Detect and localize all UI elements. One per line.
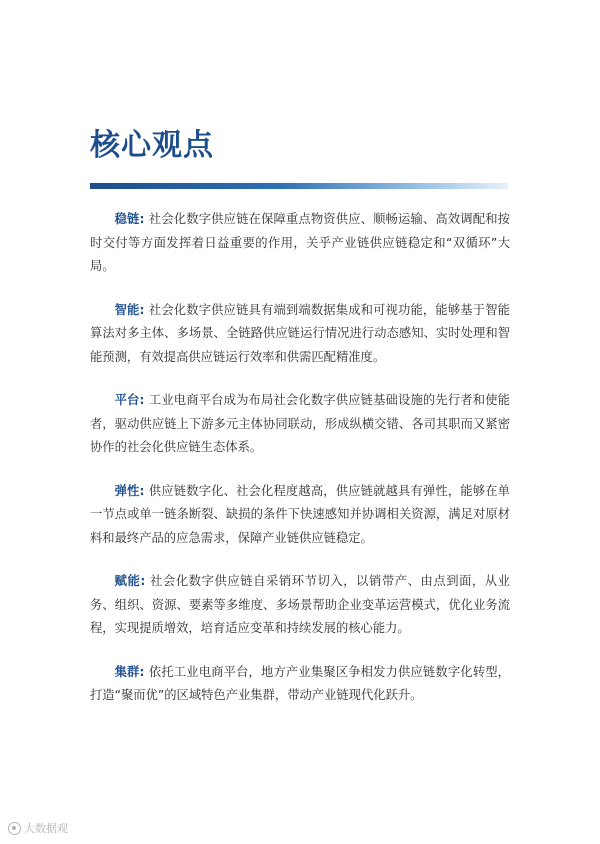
key-points-list [90, 208, 510, 728]
point-resilience [90, 480, 510, 551]
point-text: 依托工业电商平台，地方产业集聚区争相发力供应链数字化转型，打造“聚而优”的区域特色产业集群，带动产业链现代化跃升。 [90, 664, 510, 702]
point-keyword: 赋能 : [115, 574, 151, 588]
page-title: 核心观点 [90, 128, 214, 163]
point-stable-chain [90, 208, 510, 279]
point-cluster [90, 661, 510, 708]
point-text: 社会化数字供应链具有端到端数据集成和可视功能，能够基于智能算法对多主体、多场景、全链路供应链运行情况进行动态感知、实时处理和智能预测，有效提高供应链运行效率和供需匹配精准度。 [90, 302, 510, 364]
point-keyword: 智能 : [115, 303, 149, 317]
point-keyword: 集群 : [115, 665, 149, 679]
point-text: 工业电商平台成为布局社会化数字供应链基础设施的先行者和使能者，驱动供应链上下游多元主体协同联动，形成纵横交错、各司其职而又紧密协作的社会化供应链生态体系。 [90, 393, 510, 454]
point-platform [90, 389, 510, 460]
point-empowerment [90, 570, 510, 641]
point-intelligence [90, 299, 510, 370]
watermark-text: 大数据观 [24, 822, 68, 835]
point-text: 社会化数字供应链自采销环节切入，以销带产、由点到面，从业务、组织、资源、要素等多维度、多场景帮助企业变革运营模式，优化业务流程，实现提质增效，培育适应变革和持续发展的核心能力。 [90, 574, 510, 635]
point-keyword: 平台 : [115, 393, 149, 407]
title-divider [90, 183, 508, 189]
point-keyword: 稳链 : [115, 212, 149, 226]
watermark-logo-icon [8, 822, 21, 835]
point-text: 社会化数字供应链在保障重点物资供应、顺畅运输、高效调配和按时交付等方面发挥着日益重要的作用，关乎产业链供应链稳定和“双循环”大局。 [90, 212, 510, 273]
watermark [8, 820, 68, 836]
point-keyword: 弹性 : [115, 484, 149, 498]
point-text: 供应链数字化、社会化程度越高，供应链就越具有弹性，能够在单一节点或单一链条断裂、缺损的条件下快速感知并协调相关资源，满足对原材料和最终产品的应急需求，保障产业链供应链稳定。 [90, 483, 510, 545]
